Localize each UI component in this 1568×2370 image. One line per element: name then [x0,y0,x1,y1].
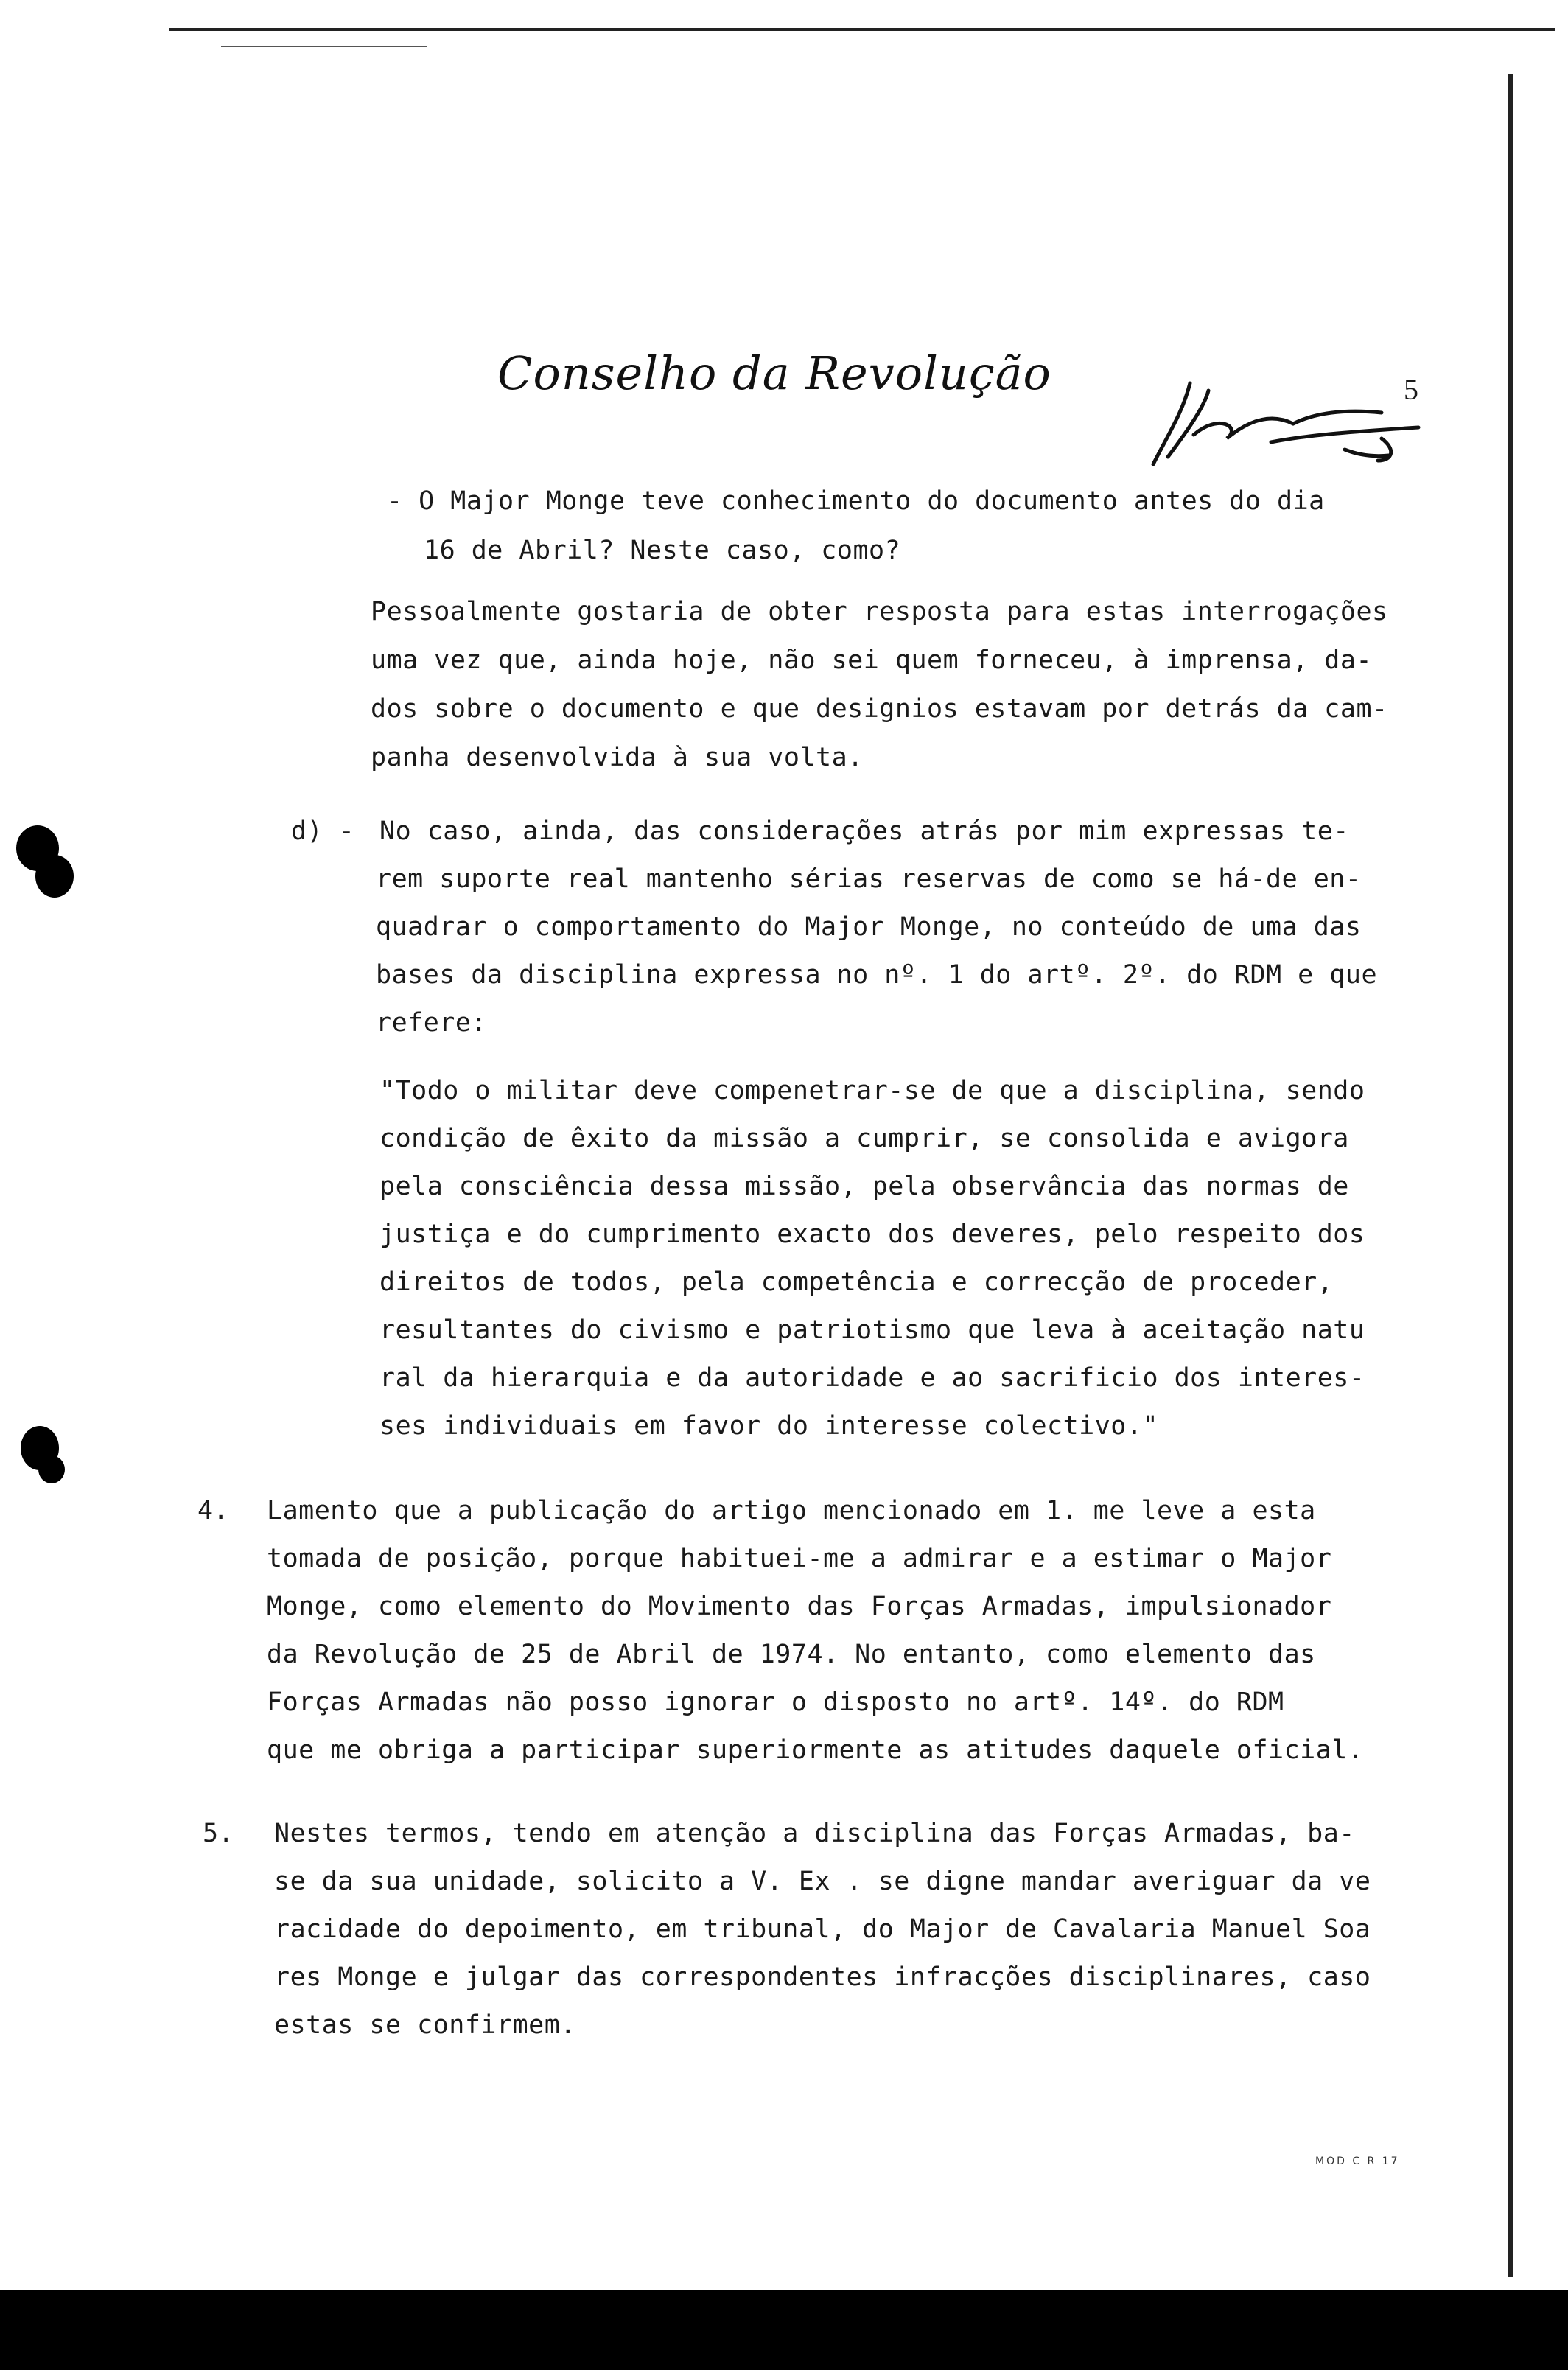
quote-line-4: justiça e do cumprimento exacto dos deveres, pelo respeito dos [379,1220,1365,1249]
paragraph-line-3: dos sobre o documento e que designios estavam por detrás da cam- [371,694,1388,724]
section-d-label: d) - [291,817,355,846]
paragraph-line-2: uma vez que, ainda hoje, não sei quem forneceu, à imprensa, da- [371,646,1373,675]
quote-line-6: resultantes do civismo e patriotismo que leva à aceitação natu [379,1315,1365,1345]
item-4-line-2: tomada de posição, porque habituei-me a admirar e a estimar o Major [267,1544,1332,1573]
quote-line-8: ses individuais em favor do interesse colectivo." [379,1411,1159,1441]
item-5-line-3: racidade do depoimento, em tribunal, do Major de Cavalaria Manuel Soa [274,1915,1371,1944]
item-4-line-4: da Revolução de 25 de Abril de 1974. No entanto, como elemento das [267,1640,1316,1669]
handwritten-initials [1138,368,1448,472]
item-4-line-1: Lamento que a publicação do artigo mencionado em 1. me leve a esta [267,1496,1316,1525]
item-5-line-4: res Monge e julgar das correspondentes infracções disciplinares, caso [274,1962,1371,1992]
item-4-line-6: que me obriga a participar superiormente as atitudes daquele oficial. [267,1735,1364,1765]
top-edge-rule-secondary [221,46,427,47]
paragraph-line-1: Pessoalmente gostaria de obter resposta para estas interrogações [371,597,1388,626]
item-4-line-3: Monge, como elemento do Movimento das Forças Armadas, impulsionador [267,1592,1332,1621]
item-4-number: 4. [197,1496,229,1525]
section-d-line-2: rem suporte real mantenho sérias reservas de como se há-de en- [376,864,1362,894]
item-4-line-5: Forças Armadas não posso ignorar o disposto no artº. 14º. do RDM [267,1688,1284,1717]
bullet-line-1: - O Major Monge teve conhecimento do documento antes do dia [387,486,1325,516]
quote-line-1: "Todo o militar deve compenetrar-se de que a disciplina, sendo [379,1076,1365,1105]
bottom-scan-band [0,2290,1568,2370]
punch-hole-mark-bottom-2 [38,1455,65,1483]
section-d-line-3: quadrar o comportamento do Major Monge, no conteúdo de uma das [376,912,1362,942]
item-5-line-2: se da sua unidade, solicito a V. Ex . se digne mandar averiguar da ve [274,1867,1371,1896]
right-edge-bar [1508,74,1513,2277]
letterhead: Conselho da Revolução [497,346,1051,400]
top-edge-rule [169,28,1555,31]
section-d-line-1: No caso, ainda, das considerações atrás por mim expressas te- [379,817,1349,846]
quote-line-3: pela consciência dessa missão, pela observância das normas de [379,1172,1349,1201]
paragraph-line-4: panha desenvolvida à sua volta. [371,743,864,772]
form-code: MOD C R 17 [1315,2156,1400,2167]
quote-line-7: ral da hierarquia e da autoridade e ao sacrificio dos interes- [379,1363,1365,1393]
page-number: 5 [1404,373,1418,406]
punch-hole-mark-top-2 [35,855,74,898]
section-d-line-5: refere: [376,1008,488,1038]
item-5-line-5: estas se confirmem. [274,2010,576,2040]
section-d-line-4: bases da disciplina expressa no nº. 1 do artº. 2º. do RDM e que [376,960,1378,990]
quote-line-2: condição de êxito da missão a cumprir, se consolida e avigora [379,1124,1349,1153]
item-5-number: 5. [203,1819,234,1848]
item-5-line-1: Nestes termos, tendo em atenção a disciplina das Forças Armadas, ba- [274,1819,1355,1848]
bullet-line-2: 16 de Abril? Neste caso, como? [424,536,901,565]
quote-line-5: direitos de todos, pela competência e correcção de proceder, [379,1268,1334,1297]
